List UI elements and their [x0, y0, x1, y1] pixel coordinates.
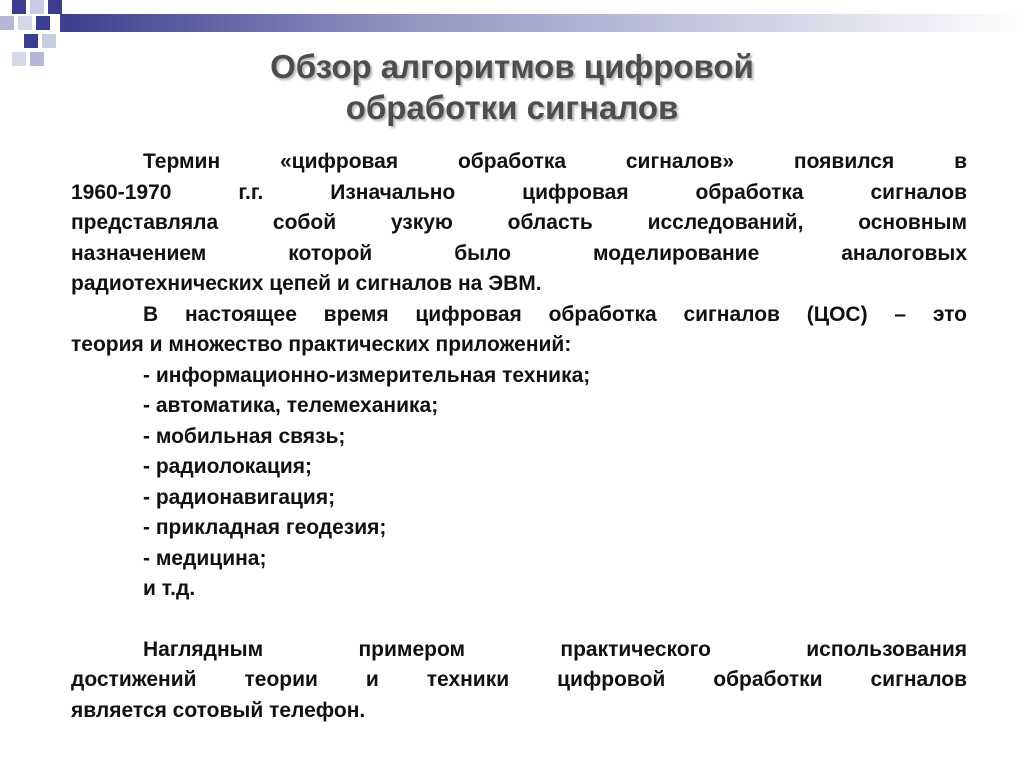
list-item: - медицина; [143, 546, 267, 570]
deco-square [36, 16, 50, 30]
text-line: достижений теории и техники цифровой обработки сигналов [71, 668, 967, 691]
text-line: 1960-1970 г.г. Изначально цифровая обработка сигналов [71, 180, 967, 204]
text-line: назначением которой было моделирование аналоговых [71, 241, 967, 265]
slide-title [0, 46, 1024, 128]
list-item: и т.д. [143, 577, 196, 600]
list-item: - автоматика, телемеханика; [143, 394, 439, 417]
title-line: Обзор алгоритмов цифровой [270, 48, 754, 85]
spacer [71, 605, 967, 635]
applications-list [71, 361, 967, 605]
deco-square [30, 0, 44, 14]
list-item: - информационно-измерительная техника; [143, 363, 591, 387]
deco-square [48, 0, 62, 14]
list-item: - радионавигация; [143, 485, 336, 509]
slide-body [71, 147, 967, 726]
text-line: представляла собой узкую область исследований, основным [71, 211, 967, 234]
text-line: Термин «цифровая обработка сигналов» появился в [143, 150, 967, 173]
header-gradient-bar [60, 14, 1024, 32]
paragraph-example [71, 635, 967, 727]
text-line: радиотехнических цепей и сигналов на ЭВМ. [71, 272, 542, 295]
deco-square [12, 0, 26, 14]
list-item: - прикладная геодезия; [143, 516, 387, 539]
title-line: обработки сигналов [345, 89, 679, 126]
paragraph-applications [71, 300, 967, 361]
paragraph-intro [71, 147, 967, 300]
list-item: - радиолокация; [143, 455, 313, 478]
deco-square [18, 16, 32, 30]
list-item: - мобильная связь; [143, 424, 346, 448]
text-line: теория и множество практических приложений: [71, 333, 572, 356]
text-line: является сотовый телефон. [71, 698, 366, 722]
deco-square [0, 16, 14, 30]
text-line: В настоящее время цифровая обработка сигналов (ЦОС) – это [143, 302, 967, 326]
text-line: Наглядным примером практического использования [143, 637, 967, 661]
